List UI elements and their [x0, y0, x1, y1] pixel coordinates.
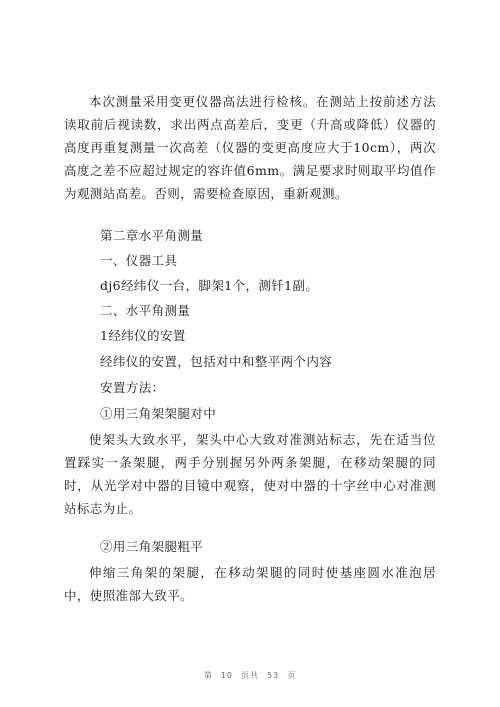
page-footer [0, 670, 500, 681]
footer-mid: 页共 [241, 671, 259, 680]
chapter-title: 第二章水平角测量 [100, 228, 204, 243]
section-title-instruments: 一、仪器工具 [100, 253, 178, 268]
step-title-leveling: ②用三角架腿粗平 [100, 539, 204, 554]
footer-prefix: 第 [203, 671, 213, 680]
subsection-title-setup: 1经纬仪的安置 [100, 328, 186, 343]
step-title-centering: ①用三角架架腿对中 [100, 406, 217, 421]
paragraph-height-check [64, 90, 436, 205]
page-total: 53 [267, 671, 280, 680]
paragraph-text: 使架头大致水平，架头中心大致对准测站标志，先在适当位置踩实一条架腿，两手分别握另外两条架腿，在移动架腿的同时，从光学对中器的目镜中观察，使对中器的十字丝中心对准测站标志为止。 [64, 432, 436, 516]
paragraph-leveling [64, 561, 436, 607]
footer-suffix: 页 [287, 671, 297, 680]
paragraph-text: 伸缩三角架的架腿，在移动架腿的同时使基座圆水准泡居中，使照准部大致平。 [64, 565, 436, 603]
section-title-horizontal-angle: 二、水平角测量 [100, 303, 191, 318]
page-number: 10 [220, 671, 233, 680]
paragraph-text: 本次测量采用变更仪器高法进行检核。在测站上按前述方法读取前后视读数，求出两点高差后，变更（升高或降低）仪器的高度再重复测量一次高差（仪器的变更高度应大于10cm），两次高度之差不应超过规定的容许值6mm。满足要求时则取平均值作为观测站高差。否则，需要检查原因，重新观测。 [64, 94, 436, 201]
setup-description: 经纬仪的安置，包括对中和整平两个内容 [100, 354, 333, 369]
method-title: 安置方法： [100, 380, 165, 395]
paragraph-centering [64, 428, 436, 520]
instrument-list: dj6经纬仪一台，脚架1个，测钎1副。 [100, 278, 319, 293]
